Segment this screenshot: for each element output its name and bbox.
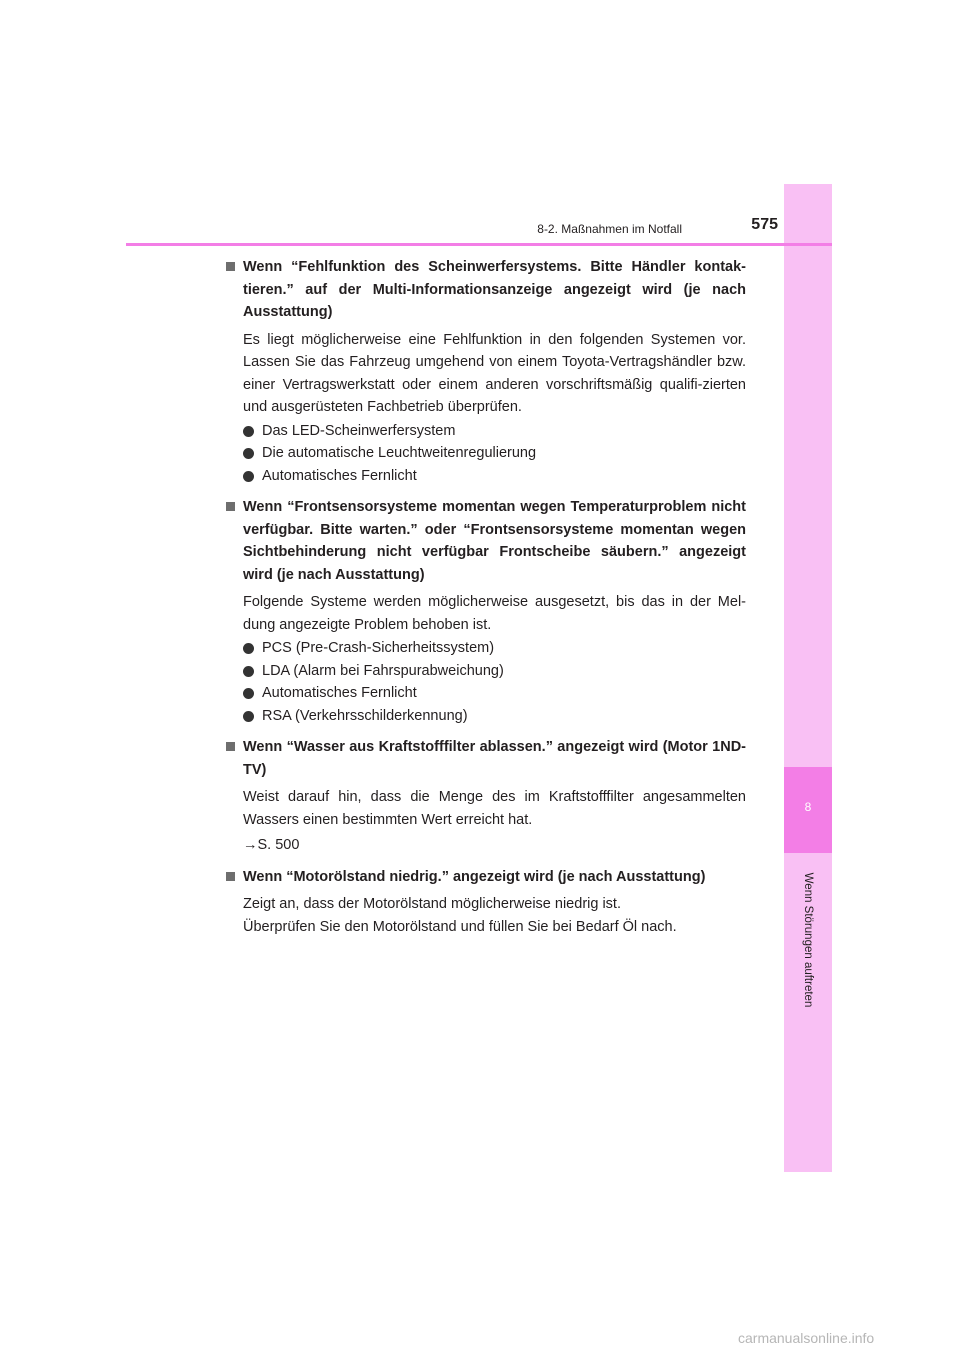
entry-fuel-filter-water [226, 736, 746, 857]
page-number: 575 [751, 216, 778, 233]
square-bullet-icon [226, 742, 235, 751]
heading-text: Wenn “Fehlfunktion des Scheinwerfersystems. Bitte Händler kontak-tieren.” auf der Multi-Informationsanzeige angezeigt wird (je nach Ausstattung) [243, 259, 746, 320]
entry-body: Es liegt möglicherweise eine Fehlfunktion in den folgenden Systemen vor. Lassen Sie das Fahrzeug umgehend von einem Toyota-Vertragshändler bzw. einer Vertragswerkstatt oder einem anderen vorschriftsmäßig qualifi-zierten und ausgerüsteten Fachbetrieb überprüfen. [243, 331, 746, 415]
chapter-title: Wenn Störungen auftreten [802, 872, 814, 1008]
list-item [226, 705, 746, 728]
list-item-text: Automatisches Fernlicht [262, 467, 417, 484]
entry-heading [226, 496, 746, 586]
list-item [226, 442, 746, 465]
list-item-text: Automatisches Fernlicht [262, 685, 417, 701]
entry-body: Folgende Systeme werden möglicherweise ausgesetzt, bis das in der Mel-dung angezeigte Problem behoben ist. [243, 594, 746, 633]
heading-text: Wenn “Motorölstand niedrig.” angezeigt wird (je nach Ausstattung) [243, 868, 706, 885]
entry-headlight-malfunction [226, 256, 746, 487]
page-reference: →S. 500 [243, 837, 300, 853]
square-bullet-icon [226, 502, 235, 511]
bullet-dot-icon [243, 643, 254, 654]
list-item [226, 660, 746, 683]
body-line: Zeigt an, dass der Motorölstand möglicherweise niedrig ist. [243, 896, 621, 912]
square-bullet-icon [226, 872, 235, 881]
watermark-text: carmanualsonline.info [738, 1330, 875, 1346]
entry-heading [226, 736, 746, 781]
bullet-dot-icon [243, 688, 254, 699]
entry-heading [226, 256, 746, 324]
bullet-dot-icon [243, 448, 254, 459]
bullet-dot-icon [243, 711, 254, 722]
bullet-dot-icon [243, 666, 254, 677]
bullet-dot-icon [243, 471, 254, 482]
body-line: Überprüfen Sie den Motorölstand und füllen Sie bei Bedarf Öl nach. [243, 918, 677, 935]
section-reference: 8-2. Maßnahmen im Notfall [537, 222, 682, 236]
list-item [226, 465, 746, 488]
list-item [226, 420, 746, 443]
entry-engine-oil-low [226, 866, 746, 939]
list-item-text: LDA (Alarm bei Fahrspurabweichung) [262, 662, 504, 679]
chapter-side-tab [784, 184, 832, 1172]
entry-heading [226, 866, 746, 889]
list-item [226, 637, 746, 660]
page-content [226, 256, 746, 947]
square-bullet-icon [226, 262, 235, 271]
list-item [226, 682, 746, 705]
list-item-text: RSA (Verkehrsschilderkennung) [262, 707, 468, 724]
heading-text: Wenn “Frontsensorsysteme momentan wegen Temperaturproblem nicht verfügbar. Bitte warten.” oder “Frontsensorsysteme momentan wegen Sichtbehinderung nicht verfügbar Frontscheibe säubern.” angezeigt wird (je nach Ausstattung) [243, 499, 746, 583]
entry-front-sensor-systems [226, 496, 746, 727]
entry-body [226, 893, 746, 938]
bullet-dot-icon [243, 426, 254, 437]
list-item-text: Das LED-Scheinwerfersystem [262, 422, 456, 439]
list-item-text: PCS (Pre-Crash-Sicherheitssystem) [262, 640, 495, 656]
list-item-text: Die automatische Leuchtweitenregulierung [262, 445, 537, 461]
chapter-number: 8 [804, 800, 812, 814]
heading-text: Wenn “Wasser aus Kraftstofffilter ablassen.” angezeigt wird (Motor 1ND-TV) [243, 739, 746, 778]
header-rule [126, 243, 832, 246]
entry-body: Weist darauf hin, dass die Menge des im Kraftstofffilter angesammelten Wassers einen bestimmten Wert erreicht hat. [243, 789, 746, 828]
